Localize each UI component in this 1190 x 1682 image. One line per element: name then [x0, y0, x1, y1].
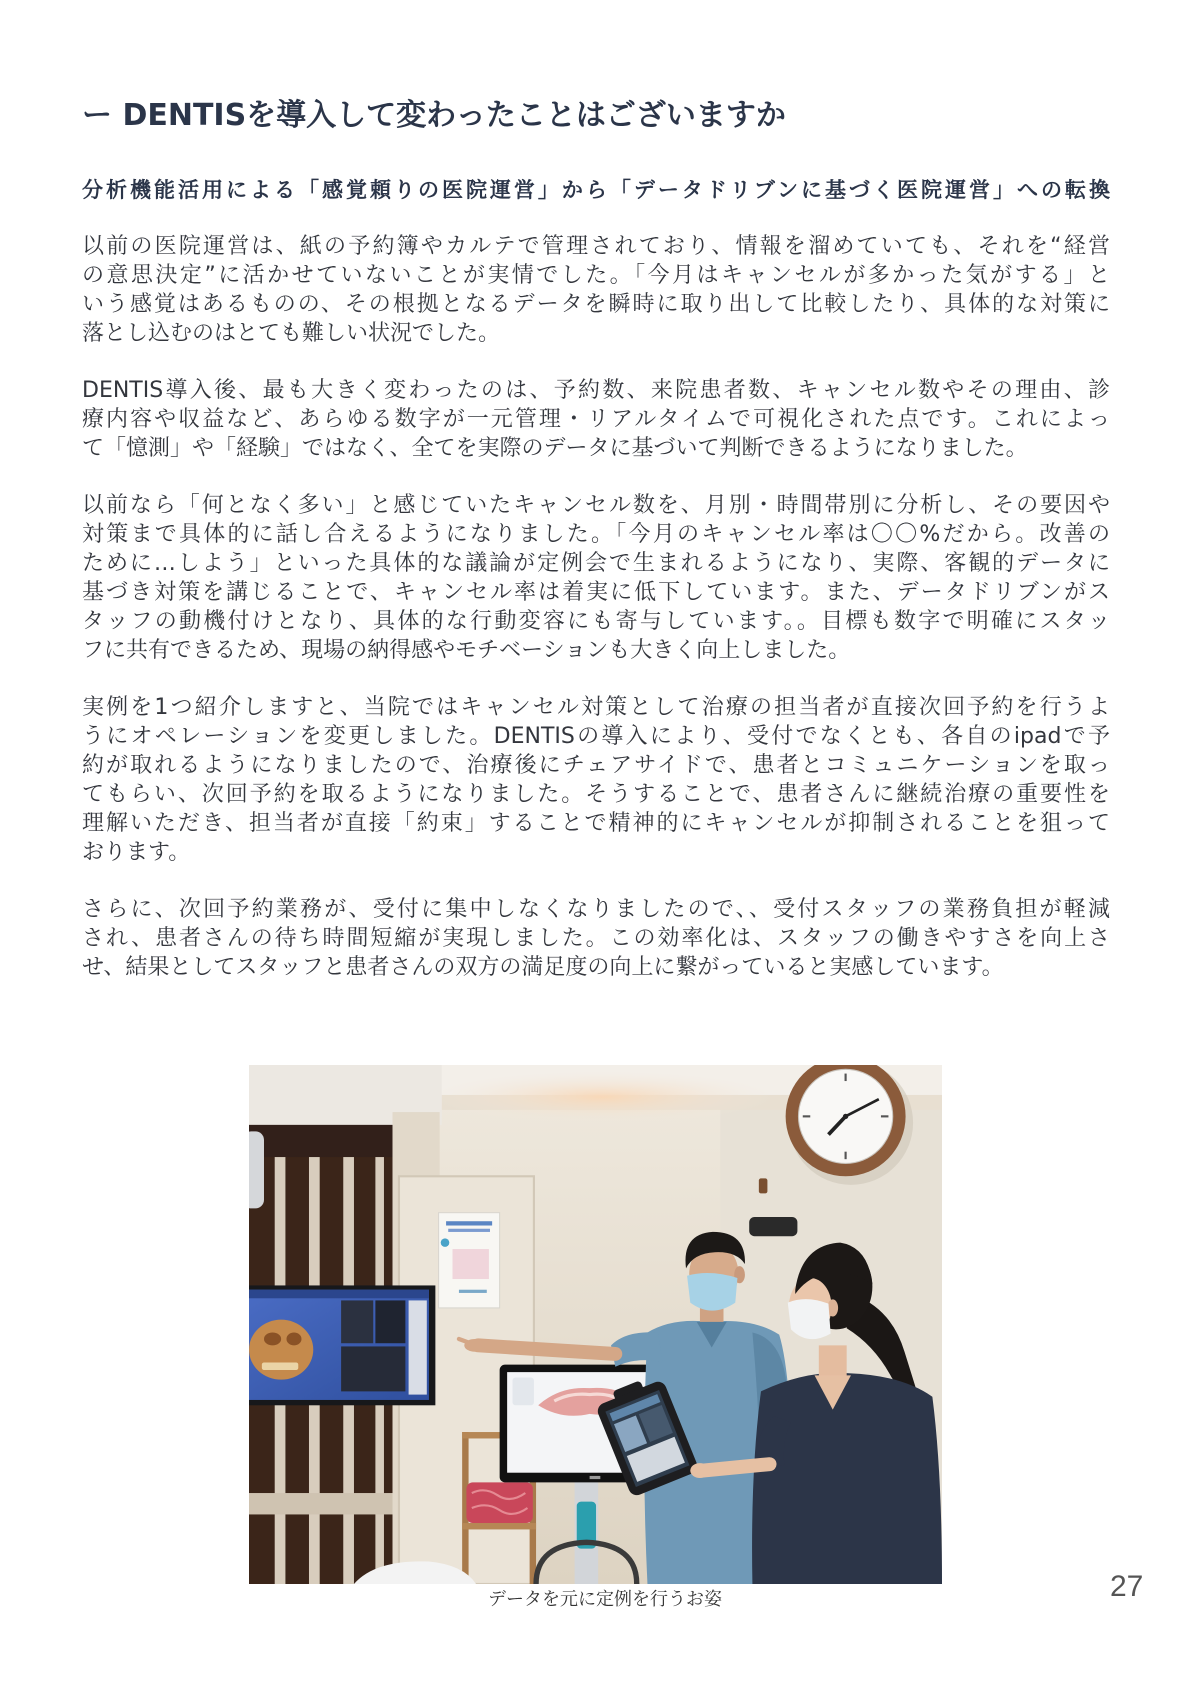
woman-hand	[690, 1463, 709, 1478]
paragraph-line: おります。	[82, 840, 191, 865]
skull-scan-image	[249, 1320, 313, 1380]
dental-light-arm	[249, 1131, 264, 1208]
screen-panel	[341, 1300, 373, 1343]
left-monitor	[249, 1285, 435, 1405]
paragraph-1	[82, 232, 1110, 348]
skull-eye-socket	[264, 1333, 281, 1346]
screen-toolbar	[249, 1290, 429, 1299]
shelf-board	[462, 1523, 536, 1529]
paragraph-line: 実例を1つ紹介しますと、当院ではキャンセル対策として治療の担当者が直接次回予約を行うよ	[82, 695, 1110, 720]
paragraph-4	[82, 693, 1110, 867]
paragraph-line: 療内容や収益など、あらゆる数字が一元管理・リアルタイムで可視化された点です。これによっ	[82, 407, 1110, 432]
paragraph-line: 落とし込むのはとても難しい状況でした。	[82, 321, 501, 346]
paragraph-line: 基づき対策を講じることで、キャンセル率は着実に低下しています。また、データドリブンがス	[82, 580, 1110, 605]
skull-eye-socket	[286, 1333, 301, 1346]
photo-caption: データを元に定例を行うお姿	[488, 1589, 722, 1610]
poster-footer-bar	[459, 1290, 487, 1293]
poster-title-bar	[446, 1221, 492, 1225]
paragraph-5	[82, 895, 1110, 982]
partition-top-beam	[249, 1125, 393, 1157]
woman-forearm	[703, 1464, 769, 1470]
paragraph-line: 約が取れるようになりましたので、治療後にチェアサイドで、患者とコミュニケーションを取っ	[82, 753, 1110, 778]
poster-logo-mark	[441, 1238, 450, 1247]
scanner-screen-widget	[512, 1377, 533, 1405]
screen-side-menu	[409, 1300, 427, 1394]
scanner-brand-mark	[590, 1476, 601, 1479]
paragraph-2	[82, 376, 1110, 463]
paragraph-line: 理解いただき、担当者が直接「約束」することで精神的にキャンセルが抑制されることを狙って	[82, 811, 1110, 836]
article-body	[82, 232, 1110, 1010]
clock-center-pin	[843, 1114, 848, 1119]
poster-picture	[453, 1249, 489, 1279]
ceiling-light-glow	[431, 1071, 774, 1122]
woman-neck	[819, 1345, 847, 1377]
paragraph-line: せ、結果としてスタッフと患者さんの双方の満足度の向上に繋がっていると実感しています。	[82, 955, 1004, 980]
paragraph-line: 以前の医院運営は、紙の予約簿やカルテで管理されており、情報を溜めていても、それを“経営	[82, 234, 1110, 259]
section-heading: ー DENTISを導入して変わったことはございますか	[82, 98, 786, 133]
screen-panel	[375, 1300, 405, 1343]
paragraph-line: DENTIS導入後、最も大きく変わったのは、予約数、来院患者数、キャンセル数やその理由、診	[82, 378, 1110, 403]
partition-lower-panel	[249, 1493, 393, 1514]
paragraph-line: いう感覚はあるものの、その根拠となるデータを瞬時に取り出して比較したり、具体的な対策に	[82, 292, 1110, 317]
page-number: 27	[1110, 1570, 1144, 1603]
paragraph-line: さらに、次回予約業務が、受付に集中しなくなりましたので、、受付スタッフの業務負担が軽減	[82, 897, 1110, 922]
paragraph-line: て「憶測」や「経験」ではなく、全てを実際のデータに基づいて判断できるようになりました。	[82, 436, 1028, 461]
photo	[249, 1065, 942, 1584]
screen-panel	[341, 1346, 405, 1391]
paragraph-line: ために…しよう」といった具体的な議論が定例会で生まれるようになり、実際、客観的データに	[82, 551, 1110, 576]
wall-hook	[759, 1178, 768, 1193]
man-pointing-finger	[459, 1339, 468, 1342]
poster-subtitle-bar	[448, 1229, 490, 1232]
pink-cushion	[466, 1482, 532, 1523]
paragraph-line: うにオペレーションを変更しました。DENTISの導入により、受付でなくとも、各自のipadで予	[82, 724, 1110, 749]
paragraph-3	[82, 491, 1110, 665]
paragraph-line: 以前なら「何となく多い」と感じていたキャンセル数を、月別・時間帯別に分析し、その要因や	[82, 493, 1110, 518]
woman-torso	[752, 1373, 942, 1584]
man-face-mask	[687, 1273, 737, 1311]
photo-illustration	[249, 1065, 942, 1584]
paragraph-line: の意思決定”に活かせていないことが実情でした。「今月はキャンセルが多かった気がする」と	[82, 263, 1110, 288]
section-subheading: 分析機能活用による「感覚頼りの医院運営」から「データドリブンに基づく医院運営」への転換	[82, 178, 1110, 202]
wall-device	[749, 1217, 797, 1236]
paragraph-line: され、患者さんの待ち時間短縮が実現しました。この効率化は、スタッフの働きやすさを向上さ	[82, 926, 1110, 951]
skull-teeth	[262, 1362, 298, 1369]
paragraph-line: てもらい、次回予約を取るようになりました。そうすることで、患者さんに継続治療の重要性を	[82, 782, 1110, 807]
wall-poster	[439, 1213, 500, 1308]
paragraph-line: フに共有できるため、現場の納得感やモチベーションも大きく向上しました。	[82, 638, 851, 663]
paragraph-line: 対策まで具体的に話し合えるようになりました。「今月のキャンセル率は〇〇%だから。改善の	[82, 522, 1110, 547]
man-pointing-arm	[478, 1345, 615, 1354]
paragraph-line: タッフの動機付けとなり、具体的な行動変容にも寄与しています。。目標も数字で明確にスタッ	[82, 609, 1110, 634]
